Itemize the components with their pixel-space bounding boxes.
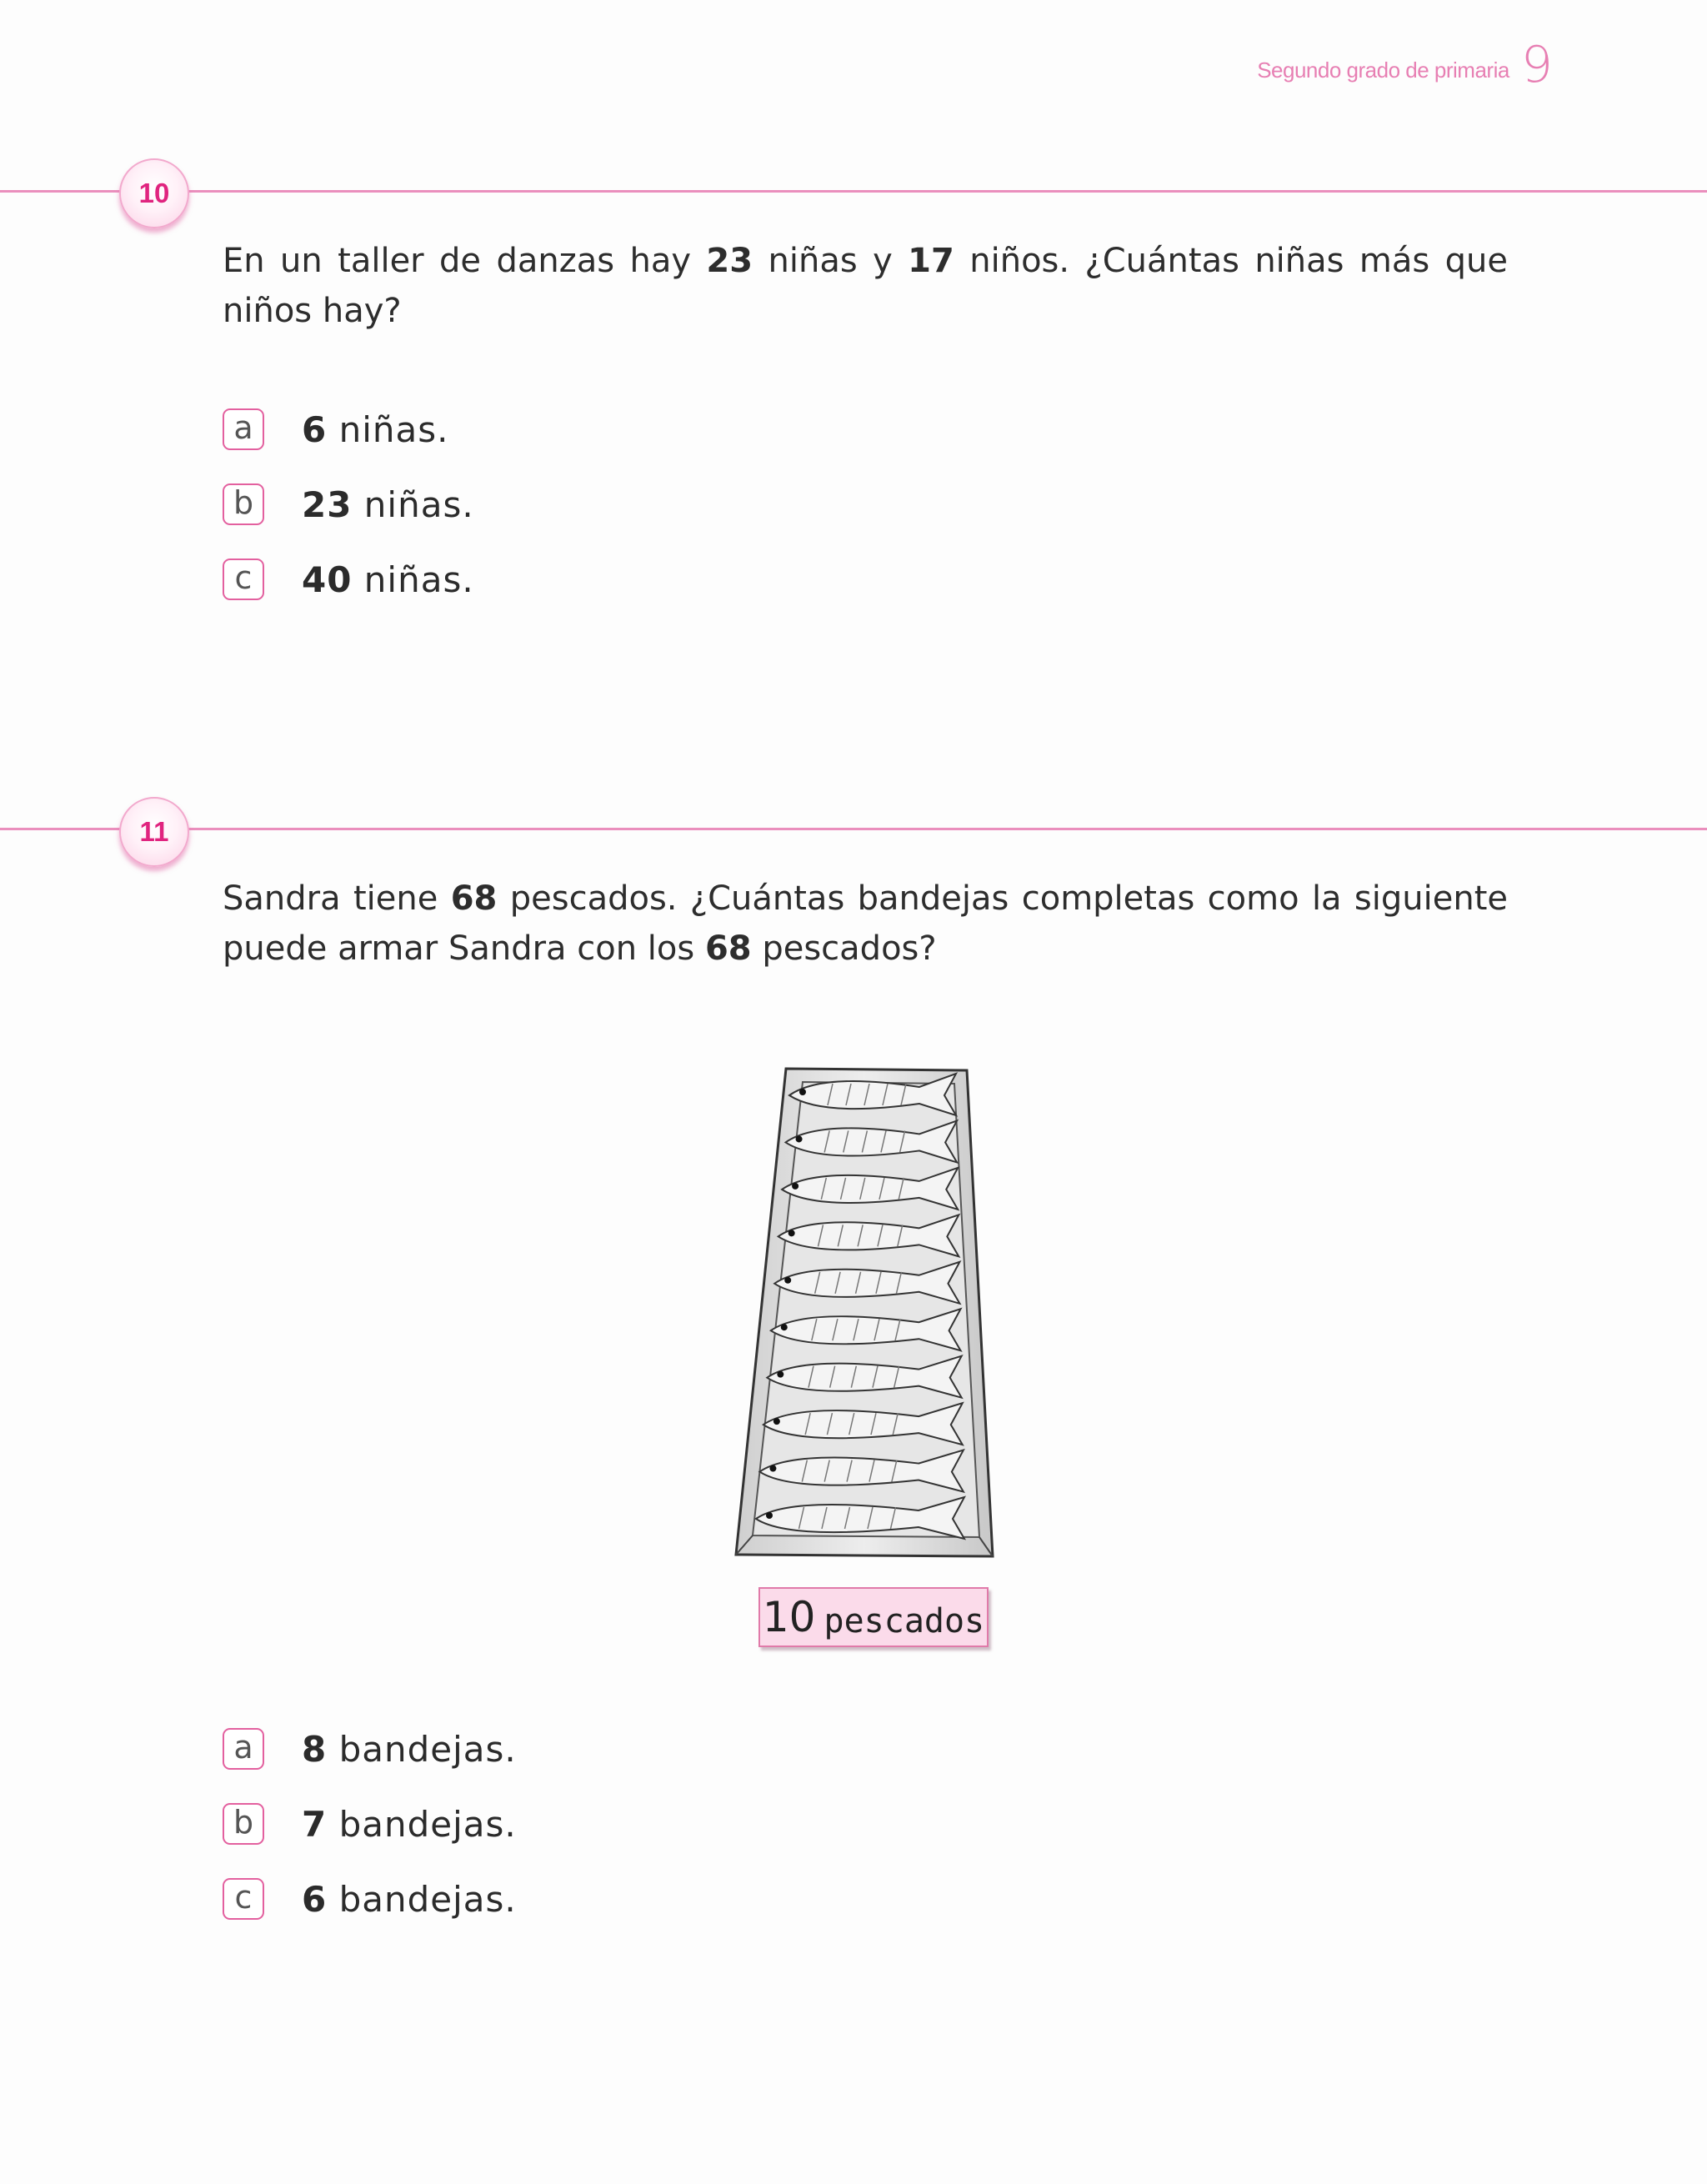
fish-tray-drawing <box>713 1052 1021 1573</box>
fish-tray-illustration <box>713 1052 1021 1573</box>
question-11-text: Sandra tiene 68 pescados. ¿Cuántas bandejas completas como la siguiente puede armar Sandra con los 68 pescados? <box>223 879 1508 968</box>
question-11-option-a[interactable] <box>223 1728 517 1770</box>
option-letter: b <box>223 483 264 525</box>
option-letter: a <box>223 408 264 450</box>
question-11-badge: 11 <box>119 797 189 867</box>
option-value: 8 <box>302 1728 328 1770</box>
option-letter: b <box>223 1803 264 1845</box>
option-unit: niñas. <box>327 408 449 450</box>
question-11-option-b[interactable] <box>223 1803 517 1845</box>
number-value: 68 <box>450 879 498 918</box>
option-letter: c <box>223 1878 264 1920</box>
number-value: 23 <box>706 242 753 280</box>
question-10-badge: 10 <box>119 158 189 228</box>
option-value: 6 <box>302 1878 328 1920</box>
option-letter: a <box>223 1728 264 1770</box>
tray-label-value: 10 <box>762 1593 816 1641</box>
option-value: 40 <box>302 559 353 600</box>
question-10-option-c[interactable] <box>223 559 474 600</box>
tray-label-unit: pescados <box>823 1602 985 1641</box>
option-unit: bandejas. <box>327 1728 517 1770</box>
number-value: 68 <box>704 929 752 968</box>
question-10-option-a[interactable] <box>223 408 448 450</box>
option-unit: niñas. <box>352 559 474 600</box>
page-number: 9 <box>1520 36 1553 94</box>
question-11-option-c[interactable] <box>223 1878 517 1920</box>
option-value: 7 <box>302 1803 328 1845</box>
option-text <box>302 1804 517 1845</box>
question-10-divider <box>0 190 1707 193</box>
option-text <box>302 1879 517 1920</box>
question-11-divider <box>0 828 1707 830</box>
option-unit: niñas. <box>352 483 474 525</box>
question-10-option-b[interactable] <box>223 483 474 525</box>
option-text <box>302 484 474 525</box>
page-header <box>1257 36 1553 94</box>
grade-label: Segundo grado de primaria <box>1257 58 1509 83</box>
question-10-text: En un taller de danzas hay 23 niñas y 17 niños. ¿Cuántas niñas más que niños hay? <box>223 242 1508 330</box>
option-value: 6 <box>302 408 328 450</box>
number-value: 17 <box>908 242 954 280</box>
option-value: 23 <box>302 483 353 525</box>
option-letter: c <box>223 559 264 600</box>
option-text <box>302 1729 517 1770</box>
tray-label <box>758 1587 989 1647</box>
option-text <box>302 559 474 600</box>
option-unit: bandejas. <box>327 1878 517 1920</box>
option-unit: bandejas. <box>327 1803 517 1845</box>
option-text <box>302 409 448 450</box>
